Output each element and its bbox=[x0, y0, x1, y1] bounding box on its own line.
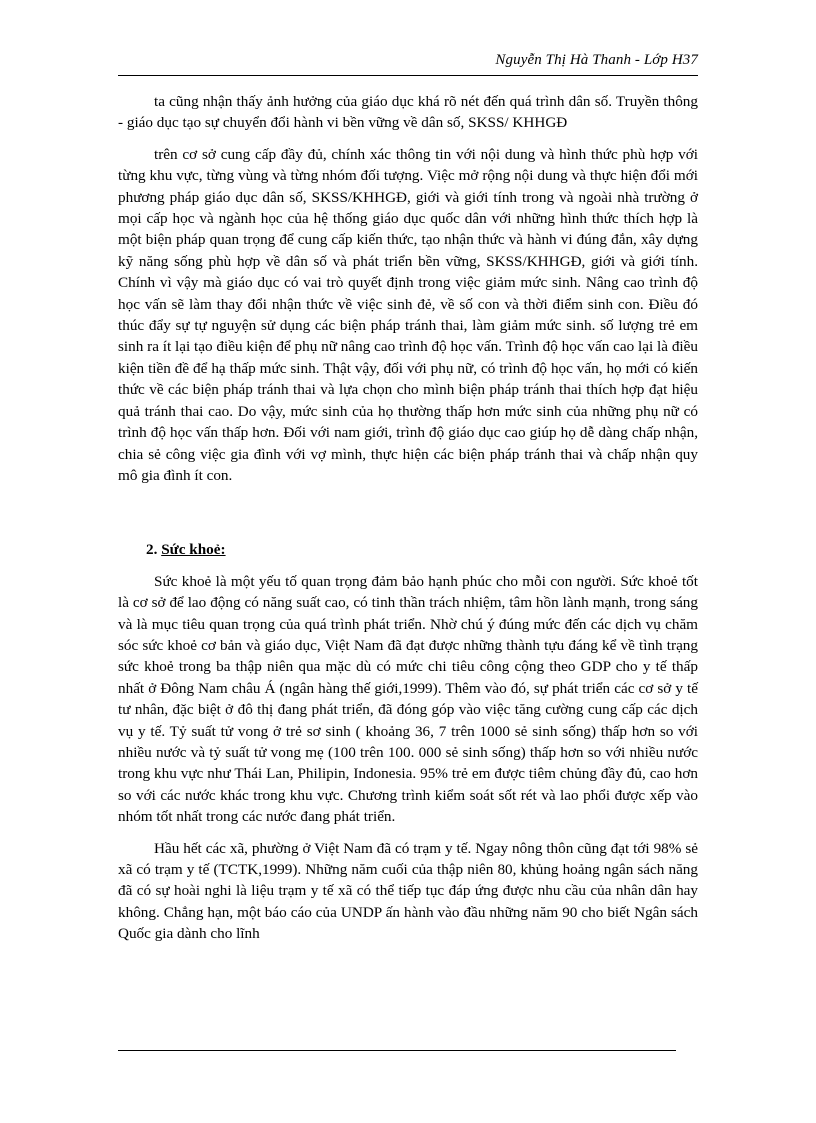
document-body bbox=[118, 91, 698, 945]
paragraph-education-role: trên cơ sở cung cấp đầy đủ, chính xác thông tin với nội dung và hình thức phù hợp với từng khu vực, từng vùng và từng nhóm đối tượng. Việc mở rộng nội dung và thực hiện đổi mới phương pháp giáo dục dân số, SKSS/KHHGĐ, giới và giới tính trong và ngoài nhà trường ở mọi cấp học và ngành học của hệ thống giáo dục quốc dân với những hình thức thích hợp là một biện pháp quan trọng để cung cấp kiến thức, tạo nhận thức và hành vi đúng đắn, xây dựng kỹ năng sống phù hợp về dân số và phát triển bền vững, SKSS/KHHGĐ, giới và giới tính. Chính vì vậy mà giáo dục có vai trò quyết định trong việc giảm mức sinh. Nâng cao trình độ học vấn sẽ làm thay đổi nhận thức về việc sinh đẻ, về số con và thời điểm sinh con. Điều đó thúc đẩy sự tự nguyện sử dụng các biện pháp tránh thai, làm giảm mức sinh. số lượng trẻ em sinh ra ít lại tạo điều kiện để phụ nữ nâng cao trình độ học vấn. Trình độ học vấn cao lại là điều kiện tiền đề để hạ thấp mức sinh. Thật vậy, đối với phụ nữ, có trình độ học vấn, họ mới có kiến thức về các biện pháp tránh thai và lựa chọn cho mình biện pháp tránh thai thích hợp đạt hiệu quả tránh thai cao. Do vậy, mức sinh của họ thường thấp hơn mức sinh của những phụ nữ có trình độ học vấn thấp hơn. Đối với nam giới, trình độ giáo dục cao giúp họ dễ dàng chấp nhận, chia sẻ công việc gia đình với vợ mình, thực hiện các biện pháp tránh thai và chấp nhận quy mô gia đình ít con. bbox=[118, 145, 698, 484]
section-title: Sức khoẻ: bbox=[161, 541, 226, 559]
paragraph-health-overview: Sức khoẻ là một yếu tố quan trọng đảm bảo hạnh phúc cho mỗi con người. Sức khoẻ tốt là cơ sở để lao động có năng suất cao, có tinh thần trách nhiệm, tâm hồn lành mạnh, trong sáng và là mục tiêu quan trọng của quá trình phát triển. Nhờ chú ý đúng mức đến các dịch vụ chăm sóc sức khoẻ cơ bản và giáo dục, Việt Nam đã đạt được những thành tựu đáng kể về tình trạng sức khoẻ trong ba thập niên qua mặc dù có mức chi tiêu công cộng theo GDP cho y tế thấp nhất ở Đông Nam châu Á (ngân hàng thế giới,1999). Thêm vào đó, sự phát triển các cơ sở y tế tư nhân, đặc biệt ở đô thị đang phát triển, đã đóng góp vào việc tăng cường cung cấp các dịch vụ y tế. Tỷ suất tử vong ở trẻ sơ sinh ( khoảng 36, 7 trên 1000 sẻ sinh sống) thấp hơn so với nhiều nước và tỷ suất tử vong mẹ (100 trên 100. 000 sẻ sinh sống) thấp hơn so với nhiều nước trong khu vực như Thái Lan, Philipin, Indonesia. 95% trẻ em được tiêm chủng đầy đủ, cao hơn so với các nước khác trong khu vực. Chương trình kiểm soát sốt rét và lao phổi được xếp vào nhóm tốt nhất trong các nước đang phát triển. bbox=[118, 572, 698, 826]
page-header-author: Nguyễn Thị Hà Thanh - Lớp H37 bbox=[495, 52, 698, 68]
section-heading-health bbox=[146, 539, 698, 560]
paragraph-education-impact: ta cũng nhận thấy ảnh hưởng của giáo dục khá rõ nét đến quá trình dân số. Truyền thông - giáo dục tạo sự chuyển đổi hành vi bền vững về dân số, SKSS/ KHHGĐ bbox=[118, 93, 698, 132]
header-divider bbox=[118, 75, 698, 76]
paragraph-health-stations: Hầu hết các xã, phường ở Việt Nam đã có trạm y tế. Ngay nông thôn cũng đạt tới 98% sẻ xã có trạm y tế (TCTK,1999). Những năm cuối của thập niên 80, khủng hoảng ngân sách năng đã có sự hoài nghi là liệu trạm y tế xã có thể tiếp tục đáp ứng được nhu cầu của nhân dân hay không. Chẳng hạn, một báo cáo của UNDP ấn hành vào đầu những năm 90 cho biết Ngân sách Quốc gia dành cho lĩnh bbox=[118, 839, 698, 943]
footer-divider bbox=[118, 1050, 676, 1051]
section-number: 2. bbox=[146, 541, 158, 559]
